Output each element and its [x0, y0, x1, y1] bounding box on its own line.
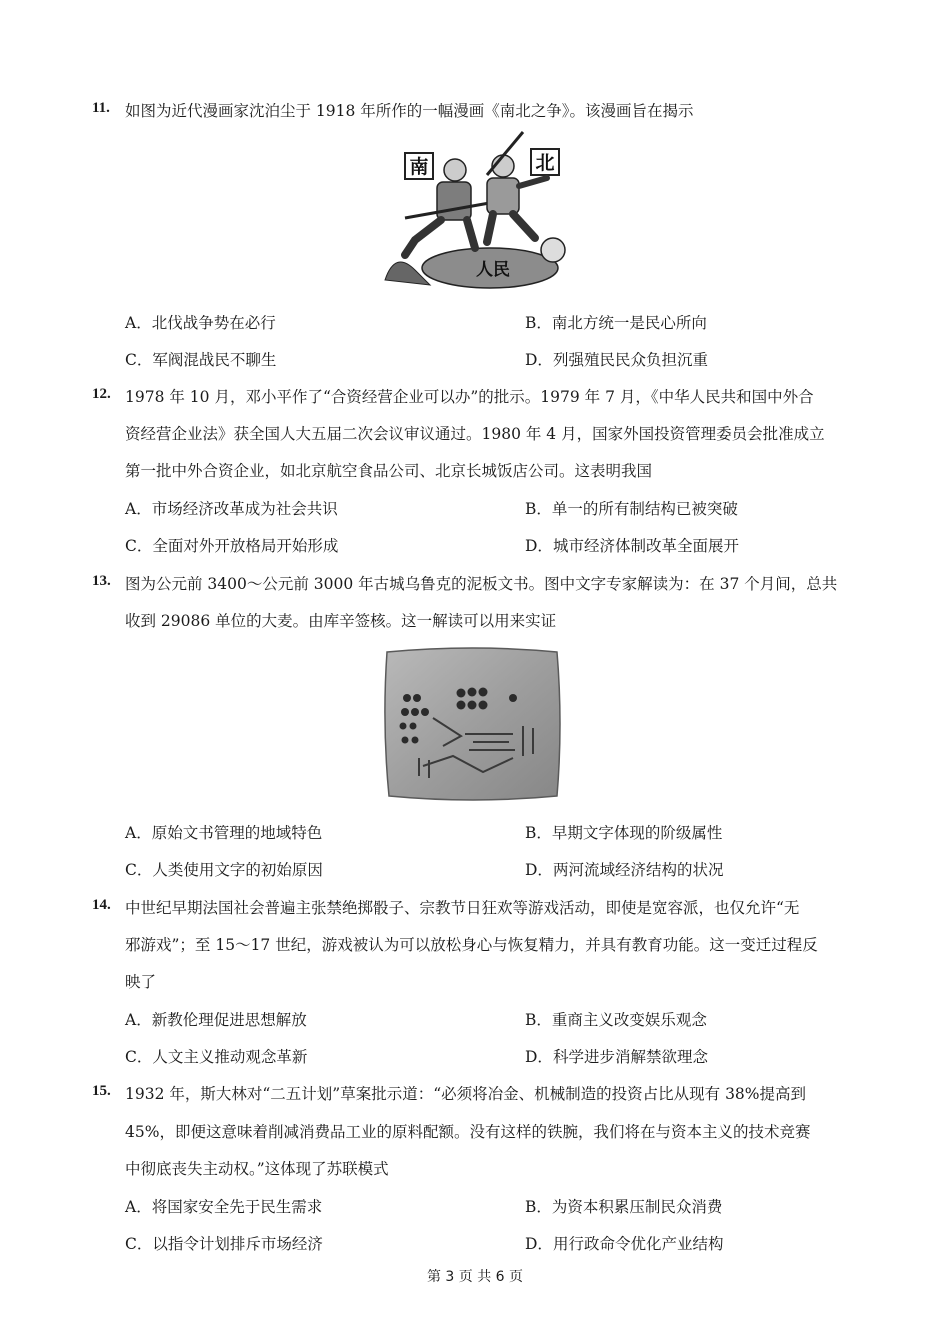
question-11-stem: 如图为近代漫画家沈泊尘于 1918 年所作的一幅漫画《南北之争》。该漫画旨在揭示: [125, 102, 694, 120]
clay-tablet-drawing: [383, 646, 563, 803]
question-15-stem-line-2: 45%，即便这意味着削减消费品工业的原料配额。没有这样的铁腕，我们将在与资本主义的技术竞赛: [125, 1123, 811, 1141]
question-13-number: 13.: [92, 573, 111, 589]
question-14-stem-line-1: 中世纪早期法国社会普遍主张禁绝掷骰子、宗教节日狂欢等游戏活动，即使是宽容派，也仅允许“无: [125, 899, 800, 917]
question-12-stem-line-2: 资经营企业法》获全国人大五届二次会议审议通过。1980 年 4 月，国家外国投资管理委员会批准成立: [125, 425, 825, 443]
question-15-option-a: A．将国家安全先于民生需求: [125, 1198, 323, 1216]
question-12-stem-line-3: 第一批中外合资企业，如北京航空食品公司、北京长城饭店公司。这表明我国: [125, 462, 653, 480]
label-people: 人民: [476, 260, 510, 280]
question-12-option-b: B．单一的所有制结构已被突破: [525, 500, 738, 518]
question-12-option-c: C．全面对外开放格局开始形成: [125, 537, 339, 555]
question-13-option-a: A．原始文书管理的地域特色: [125, 824, 323, 842]
question-12-number: 12.: [92, 386, 111, 402]
question-15-option-b: B．为资本积累压制民众消费: [525, 1198, 723, 1216]
question-15-number: 15.: [92, 1083, 111, 1099]
question-12-stem-line-1: 1978 年 10 月，邓小平作了“合资经营企业可以办”的批示。1979 年 7 月，《中华人民共和国中外合: [125, 388, 814, 406]
question-14-option-d: D．科学进步消解禁欲理念: [525, 1048, 708, 1066]
page-number-footer: 第 3 页 共 6 页: [426, 1269, 524, 1285]
question-12-option-d: D．城市经济体制改革全面展开: [525, 537, 739, 555]
question-14-option-c: C．人文主义推动观念革新: [125, 1048, 308, 1066]
label-south: 南: [409, 156, 429, 178]
question-14-option-a: A．新教伦理促进思想解放: [125, 1011, 307, 1029]
question-15-stem-line-3: 中彻底丧失主动权。”这体现了苏联模式: [125, 1160, 389, 1178]
question-13-stem-line-2: 收到 29086 单位的大麦。由库辛签核。这一解读可以用来实证: [125, 612, 557, 630]
question-11-number: 11.: [92, 100, 110, 116]
uruk-clay-tablet-photo: [383, 646, 563, 803]
question-15-option-c: C．以指令计划排斥市场经济: [125, 1235, 323, 1253]
question-15-stem-line-1: 1932 年，斯大林对“二五计划”草案批示道：“必须将冶金、机械制造的投资占比从现有 38%提高到: [125, 1085, 807, 1103]
question-11-option-c: C．军阀混战民不聊生: [125, 351, 277, 369]
label-north: 北: [535, 152, 555, 174]
question-11-option-b: B．南北方统一是民心所向: [525, 314, 707, 332]
question-13-stem-line-1: 图为公元前 3400～公元前 3000 年古城乌鲁克的泥板文书。图中文字专家解读为：在 37 个月间，总共: [125, 575, 838, 593]
question-11-option-a: A．北伐战争势在必行: [125, 314, 276, 332]
question-11-option-d: D．列强殖民民众负担沉重: [525, 351, 708, 369]
question-15-option-d: D．用行政命令优化产业结构: [525, 1235, 724, 1253]
question-14-option-b: B．重商主义改变娱乐观念: [525, 1011, 707, 1029]
question-13-option-c: C．人类使用文字的初始原因: [125, 861, 323, 879]
cartoon-drawing: [375, 130, 575, 302]
question-14-number: 14.: [92, 897, 111, 913]
question-13-option-b: B．早期文字体现的阶级属性: [525, 824, 723, 842]
question-14-stem-line-3: 映了: [125, 973, 157, 991]
question-13-option-d: D．两河流域经济结构的状况: [525, 861, 724, 879]
cartoon-north-south-struggle: [375, 130, 575, 302]
question-14-stem-line-2: 邪游戏”；至 15～17 世纪，游戏被认为可以放松身心与恢复精力，并具有教育功能。这一变迁过程反: [125, 936, 818, 954]
question-12-option-a: A．市场经济改革成为社会共识: [125, 500, 338, 518]
